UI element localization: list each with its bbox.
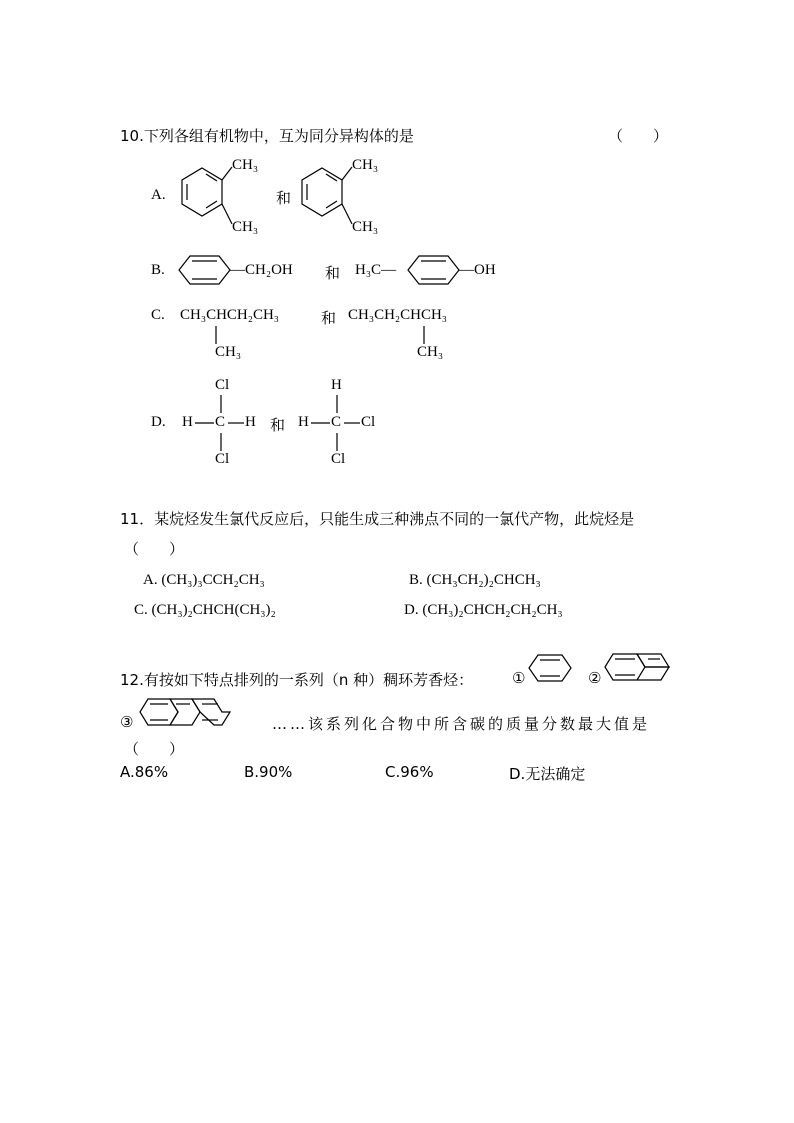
- q12-answer-bracket: （ ）: [124, 740, 185, 758]
- q12-option-d: D.无法确定: [509, 765, 586, 783]
- q10-option-a-label: A.: [151, 187, 166, 203]
- q10-a-ch3-bottom-1: CH₃: [232, 219, 259, 235]
- q12-naphthalene-icon: [603, 651, 675, 687]
- q11-answer-bracket: （ ）: [124, 540, 185, 558]
- q10-c-left-branch-bond: [214, 326, 218, 346]
- q10-d-left-h-left: H: [182, 414, 193, 430]
- q10-a-benzene-ring-1: [170, 160, 240, 240]
- q10-c-left-branch: CH₃: [215, 344, 242, 360]
- q10-c-conjunction: 和: [321, 309, 337, 327]
- q10-b-ch2oh: —CH₂OH: [230, 262, 293, 278]
- q12-marker-1: ①: [512, 669, 526, 687]
- q10-d-left-cl-bottom: Cl: [215, 451, 230, 467]
- q10-stem: 10.下列各组有机物中，互为同分异构体的是: [120, 127, 414, 145]
- q10-d-left-carbon: C: [215, 414, 226, 430]
- q10-d-conjunction: 和: [270, 416, 286, 434]
- q12-option-a: A.86%: [120, 763, 169, 781]
- q10-option-b-label: B.: [151, 262, 165, 278]
- q10-c-right-chain: CH₃CH₂CHCH₃: [348, 307, 448, 323]
- q12-continuation: ……该系列化合物中所含碳的质量分数最大值是: [272, 715, 651, 733]
- q10-b-benzene-ring-1: [176, 252, 236, 292]
- q12-option-c: C.96%: [385, 763, 434, 781]
- q12-stem: 12.有按如下特点排列的一系列（n 种）稠环芳香烃：: [120, 671, 474, 689]
- q10-c-left-chain: CH₃CHCH₂CH₃: [180, 307, 280, 323]
- q10-d-right-cl-bottom: Cl: [331, 451, 346, 467]
- q10-d-right-h-top: H: [331, 377, 342, 393]
- q10-a-ch3-bottom-2: CH₃: [352, 219, 379, 235]
- q12-option-b: B.90%: [244, 763, 293, 781]
- q11-option-b: B. (CH₃CH₂)₂CHCH₃: [409, 572, 541, 588]
- q11-option-a: A. (CH₃)₃CCH₂CH₃: [143, 572, 265, 588]
- q12-marker-3: ③: [120, 713, 134, 731]
- q10-d-right-carbon: C: [331, 414, 342, 430]
- q10-b-conjunction: 和: [325, 264, 341, 282]
- q12-marker-2: ②: [588, 669, 602, 687]
- q10-d-left-cl-top: Cl: [215, 377, 230, 393]
- q10-b-oh: —OH: [459, 262, 496, 278]
- q10-option-d-label: D.: [151, 414, 166, 430]
- q10-b-h3c: H₃C—: [355, 262, 397, 278]
- q12-anthracene-icon: [138, 696, 238, 732]
- q11-stem: 11．某烷烃发生氯代反应后，只能生成三种沸点不同的一氯代产物，此烷烃是: [120, 510, 635, 528]
- q10-d-right-h-left: H: [298, 414, 309, 430]
- q10-a-ch3-top-1: CH₃: [232, 157, 259, 173]
- q12-benzene-icon: [527, 652, 577, 688]
- q10-d-left-h-right: H: [245, 414, 256, 430]
- q10-d-left-bonds: [190, 395, 250, 455]
- q10-c-right-branch-bond: [422, 326, 426, 346]
- q10-d-right-bonds: [306, 395, 366, 455]
- q10-b-benzene-ring-2: [405, 252, 465, 292]
- q10-option-c-label: C.: [151, 307, 165, 323]
- q11-option-c: C. (CH₃)₂CHCH(CH₃)₂: [134, 602, 276, 618]
- q10-a-ch3-top-2: CH₃: [352, 157, 379, 173]
- q10-d-right-cl-right: Cl: [361, 414, 376, 430]
- q10-answer-bracket: （ ）: [608, 127, 669, 145]
- q11-option-d: D. (CH₃)₂CHCH₂CH₂CH₃: [404, 602, 563, 618]
- q10-c-right-branch: CH₃: [417, 344, 444, 360]
- q10-a-conjunction: 和: [276, 189, 292, 207]
